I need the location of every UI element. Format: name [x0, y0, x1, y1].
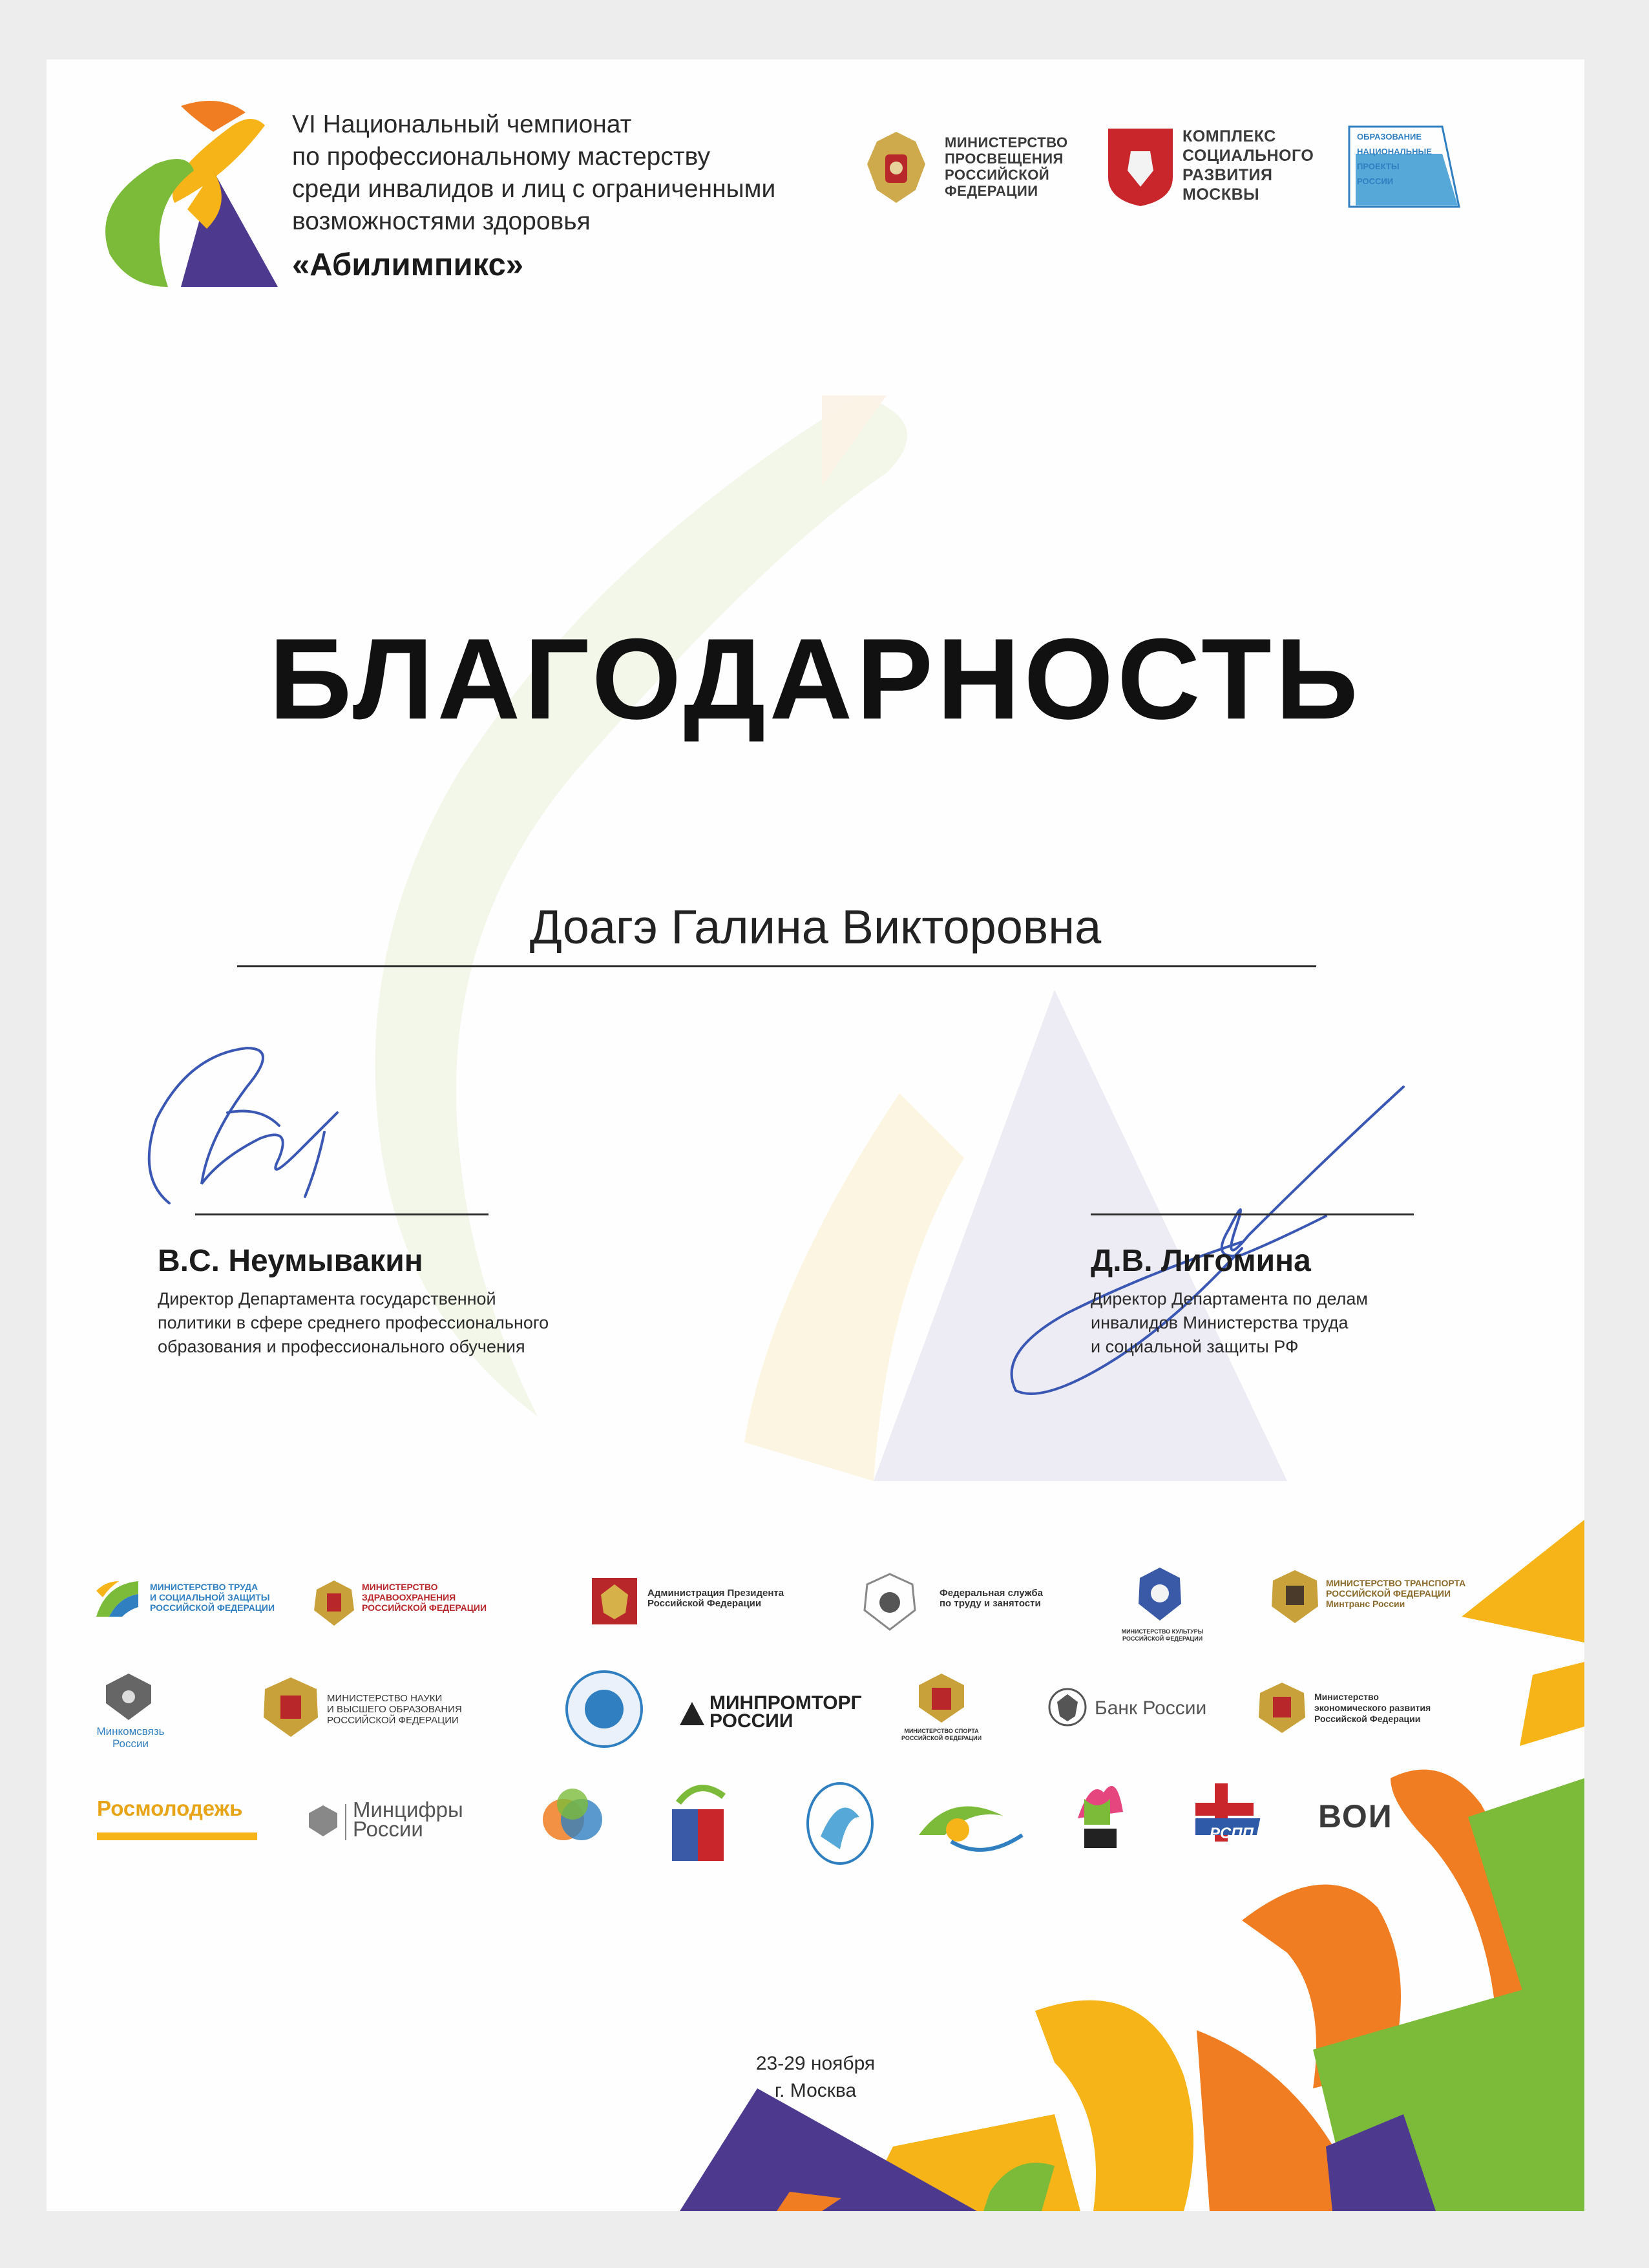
- minpromtorg-triangle-icon: [678, 1701, 706, 1727]
- national-projects-label: ОБРАЗОВАНИЕ НАЦИОНАЛЬНЫЕ ПРОЕКТЫ РОССИИ: [1357, 132, 1432, 186]
- partner-ministry-culture: МИНИСТЕРСТВО КУЛЬТУРЫ РОССИЙСКОЙ ФЕДЕРАЦИИ: [1121, 1628, 1204, 1642]
- left-signature-line: [195, 1213, 488, 1215]
- header-line-2: по профессиональному мастерству: [292, 143, 711, 171]
- left-signer-role: Директор Департамента государственной политики в сфере среднего профессионального образования и профессионального обучения: [158, 1289, 549, 1356]
- abilympics-logo: [84, 100, 317, 300]
- ministry-economy-emblem-icon: [1255, 1680, 1309, 1734]
- ministry-education-label: МИНИСТЕРСТВО ПРОСВЕЩЕНИЯ РОССИЙСКОЙ ФЕДЕРАЦИИ: [945, 134, 1068, 199]
- partner-ministry-science: МИНИСТЕРСТВО НАУКИ И ВЫСШЕГО ОБРАЗОВАНИЯ РОССИЙСКОЙ ФЕДЕРАЦИИ: [327, 1693, 462, 1726]
- russian-labour-society-emblem-icon: [562, 1667, 646, 1751]
- moscow-social-label: КОМПЛЕКС СОЦИАЛЬНОГО РАЗВИТИЯ МОСКВЫ: [1182, 127, 1314, 204]
- partner-mintsifry: Минцифры России: [353, 1798, 463, 1841]
- nit-logo: [1071, 1773, 1127, 1856]
- russian-coat-of-arms-icon: [861, 125, 932, 209]
- partner-ministry-economy: Министерство экономического развития Российской Федерации: [1314, 1692, 1431, 1724]
- left-signer-name: В.С. Неумывакин: [158, 1244, 423, 1278]
- header-brand: «Абилимпикс»: [292, 247, 523, 282]
- header-line-1: VI Национальный чемпионат: [292, 110, 632, 138]
- mintsifry-emblem-icon: [305, 1803, 341, 1839]
- partner-ministry-sport: МИНИСТЕРСТВО СПОРТА РОССИЙСКОЙ ФЕДЕРАЦИИ: [901, 1728, 982, 1741]
- right-signer-name: Д.В. Лигомина: [1091, 1244, 1311, 1278]
- partner-rostrud: Федеральная служба по труду и занятости: [940, 1588, 1044, 1609]
- partner-voi: ВОИ: [1318, 1798, 1393, 1834]
- paralympics-logo: [801, 1778, 879, 1869]
- ministry-labour-emblem-icon: [93, 1578, 145, 1623]
- bank-of-russia-emblem-icon: [1047, 1686, 1088, 1728]
- society-of-blind-logo: [912, 1790, 1029, 1861]
- minkomsvyaz-emblem-icon: [100, 1671, 158, 1723]
- ministry-science-emblem-icon: [260, 1675, 322, 1739]
- partner-ministry-health: МИНИСТЕРСТВО ЗДРАВООХРАНЕНИЯ РОССИЙСКОЙ ФЕДЕРАЦИИ: [362, 1582, 487, 1613]
- sports-federation-logo: [666, 1783, 737, 1864]
- partner-rosmolodezh: Росмолодежь: [97, 1796, 243, 1820]
- partner-minpromtorg: МИНПРОМТОРГ РОССИИ: [709, 1692, 862, 1732]
- recipient-underline: [237, 965, 1316, 967]
- partner-rspp: РСПП: [1210, 1825, 1254, 1842]
- rosmolodezh-underline: [97, 1832, 257, 1840]
- header-line-3: среди инвалидов и лиц с ограниченными: [292, 175, 776, 203]
- ministry-culture-emblem-icon: [1135, 1565, 1185, 1623]
- left-signature: [131, 1029, 402, 1223]
- document-title: БЛАГОДАРНОСТЬ: [269, 614, 1362, 743]
- partner-minkomsvyaz: Минкомсвязь России: [96, 1725, 165, 1750]
- presidential-administration-emblem-icon: [589, 1575, 640, 1627]
- rostrud-emblem-icon: [861, 1571, 919, 1632]
- event-dates: 23-29 ноября: [755, 2053, 876, 2074]
- student-movement-logo: [538, 1785, 609, 1869]
- right-signature-line: [1091, 1213, 1414, 1215]
- ministry-health-emblem-icon: [311, 1578, 357, 1628]
- event-city: г. Москва: [774, 2080, 857, 2101]
- partner-bank-of-russia: Банк России: [1095, 1697, 1207, 1719]
- partner-presidential-administration: Администрация Президента Российской Федерации: [647, 1588, 784, 1609]
- partner-ministry-transport: МИНИСТЕРСТВО ТРАНСПОРТА РОССИЙСКОЙ ФЕДЕРАЦИИ Минтранс России: [1326, 1578, 1466, 1609]
- recipient-name: Доагэ Галина Викторовна: [529, 900, 1102, 954]
- header-line-4: возможностями здоровья: [292, 207, 591, 235]
- mintsifry-divider: [345, 1804, 346, 1840]
- right-signer-role: Директор Департамента по делам инвалидов Министерства труда и социальной защиты РФ: [1091, 1289, 1368, 1356]
- certificate-sheet: [47, 59, 1584, 2211]
- ministry-transport-emblem-icon: [1268, 1568, 1322, 1626]
- moscow-coat-of-arms-icon: [1105, 125, 1176, 209]
- partner-ministry-labour: МИНИСТЕРСТВО ТРУДА И СОЦИАЛЬНОЙ ЗАЩИТЫ РОССИЙСКОЙ ФЕДЕРАЦИИ: [150, 1582, 275, 1613]
- ministry-sport-emblem-icon: [912, 1671, 971, 1725]
